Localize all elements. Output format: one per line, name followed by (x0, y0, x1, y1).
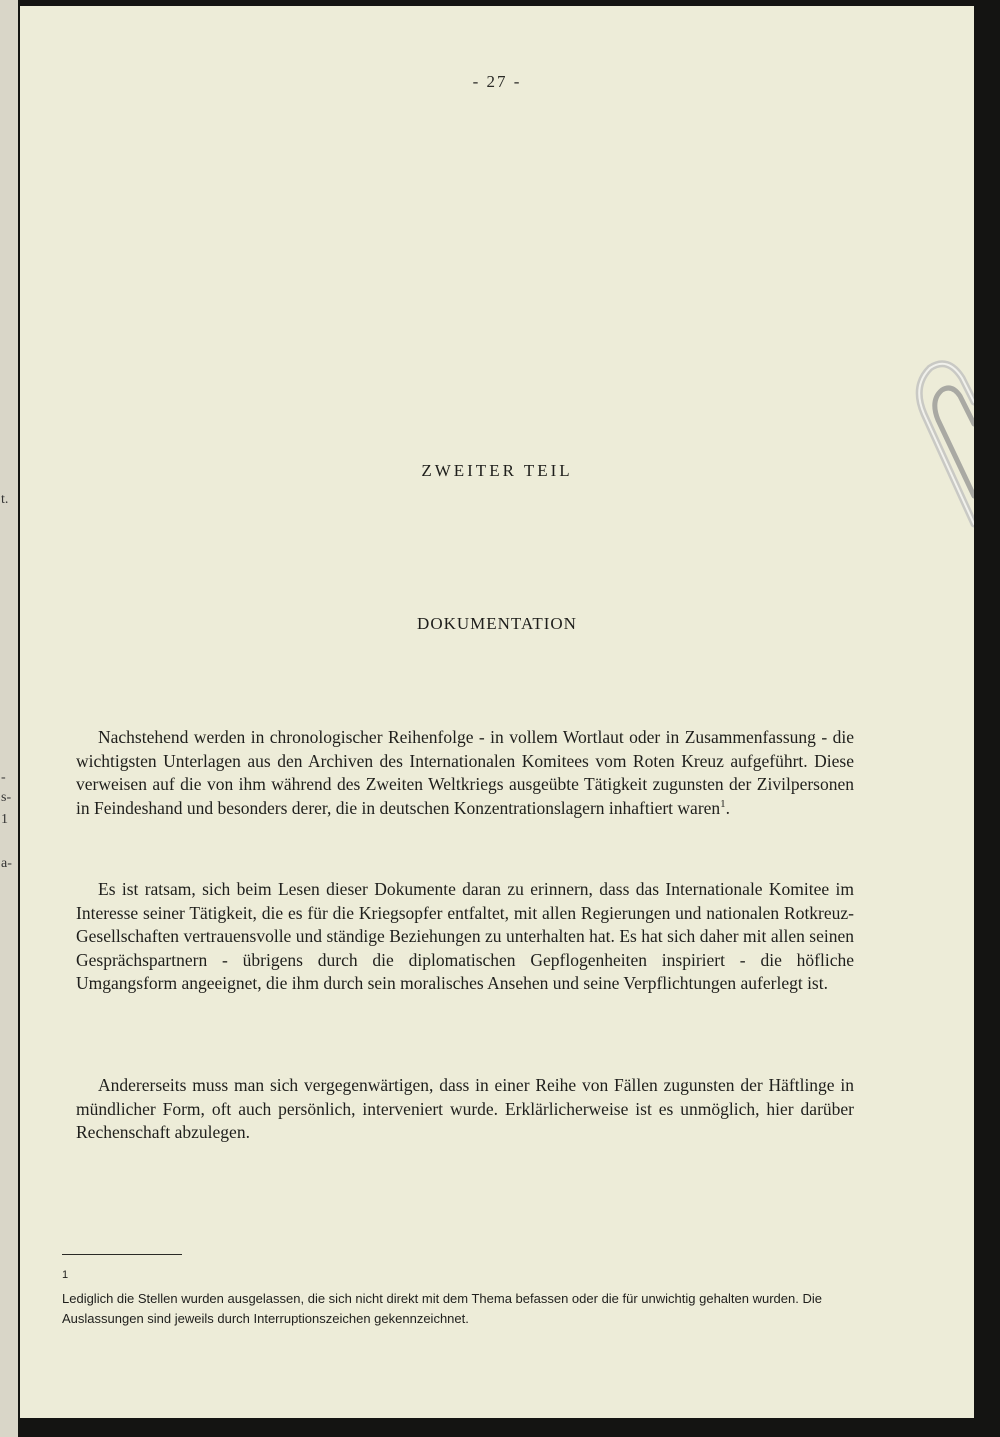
footnote-text: Lediglich die Stellen wurden ausgelassen, die sich nicht direkt mit dem Thema befassen oder die für unwichtig gehalten wurden. Die Auslassungen sind jeweils durch Interruptionszeichen gekennzeichnet. (62, 1291, 822, 1326)
body-paragraph (76, 726, 854, 820)
paragraph-end: . (725, 797, 731, 818)
margin-fragment: t. (1, 492, 9, 507)
body-paragraph: Andererseits muss man sich vergegenwärtigen, dass in einer Reihe von Fällen zugunsten der Häftlinge in mündlicher Form, oft auch persönlich, interveniert wurde. Erklärlicherweise ist es unmöglich, hier darüber Rechenschaft abzulegen. (76, 1075, 854, 1143)
margin-fragment: 1 (1, 812, 8, 827)
body-paragraph: Es ist ratsam, sich beim Lesen dieser Dokumente daran zu erinnern, dass das Internationale Komitee im Interesse seiner Tätigkeit, die es für die Kriegsopfer entfaltet, mit allen Regierungen und nationalen Rotkreuz-Gesellschaften vertrauensvolle und ständige Beziehungen zu unterhalten hat. Es hat sich daher mit allen seinen Gesprächspartnern - übrigens durch die diplomatischen Gepflogenheiten inspiriert - die höfliche Umgangsform angeeignet, die ihm durch sein moralisches Ansehen und seine Verpflichtungen auferlegt ist. (76, 879, 854, 994)
footnote-reference: 1 (720, 797, 726, 810)
part-heading: ZWEITER TEIL (421, 461, 573, 480)
margin-fragment: s- (1, 790, 12, 805)
footnote-divider (62, 1254, 182, 1255)
page-number: - 27 - (472, 72, 522, 91)
footnote-marker: 1 (62, 1269, 69, 1281)
margin-fragment: a- (1, 856, 12, 871)
paragraph-text: Nachstehend werden in chronologischer Reihenfolge - in vollem Wortlaut oder in Zusammenfassung - die wichtigsten Unterlagen aus den Archiven des Internationalen Komitees vom Roten Kreuz aufgeführt. Diese verweisen auf die von ihm während des Zweiten Weltkriegs ausgeübte Tätigkeit zugunsten der Zivilpersonen in Feindeshand und besonders derer, die in deutschen Konzentrationslagern inhaftiert waren (76, 727, 854, 818)
margin-fragment: - (1, 770, 6, 785)
document-page (20, 6, 974, 1418)
footnote (62, 1268, 862, 1329)
adjacent-page-edge (0, 0, 18, 1437)
paper-clip-icon (890, 324, 974, 534)
section-heading: DOKUMENTATION (417, 614, 577, 633)
